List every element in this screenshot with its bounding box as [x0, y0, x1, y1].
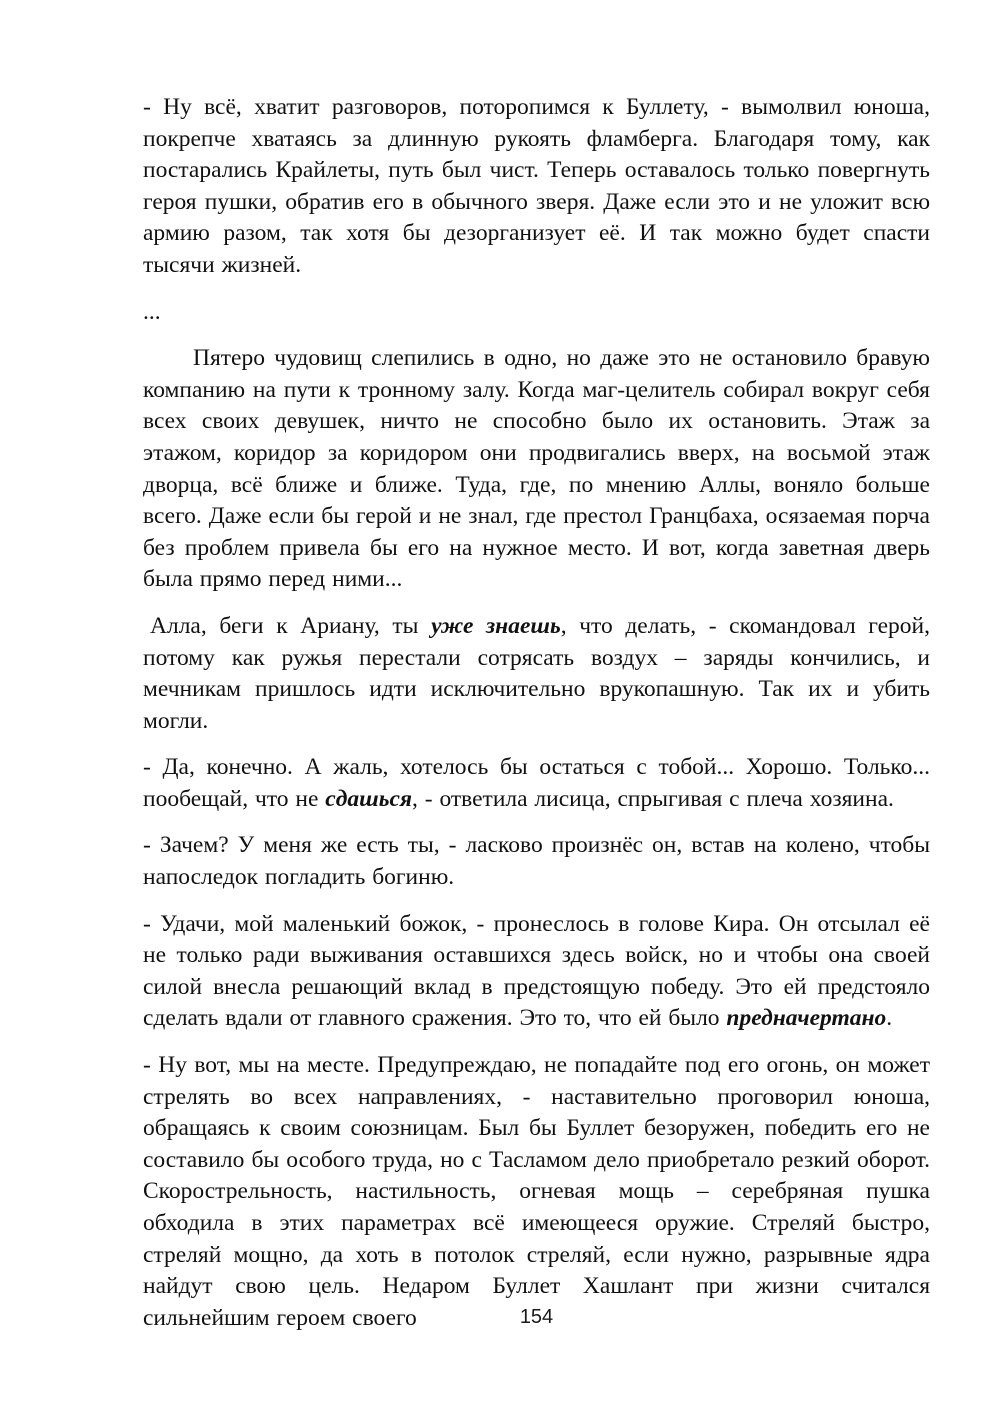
text-column [143, 92, 930, 1349]
paragraph-dialogue-udachi [143, 909, 930, 1035]
text-segment: . [886, 1005, 893, 1032]
text-segment: Алла, беги к Ариану, ты [150, 612, 432, 639]
paragraph-dialogue-alla [143, 611, 930, 737]
ellipsis-separator: ... [143, 298, 161, 325]
page-number: 154 [519, 1306, 554, 1328]
paragraph-dialogue-zachem: - Зачем? У меня же есть ты, - ласково произнёс он, встав на колено, чтобы напоследок погладить богиню. [143, 832, 930, 891]
text-segment: , - ответила лисица, спрыгивая с плеча хозяина. [412, 785, 894, 812]
paragraph-dialogue-bullet: - Ну всё, хватит разговоров, поторопимся к Буллету, - вымолвил юноша, покрепче хватаясь за длинную рукоять фламберга. Благодаря тому, как постарались Крайлеты, путь был чист. Теперь оставалось только повергнуть героя пушки, обратив его в обычного зверя. Даже если это и не уложит всю армию разом, так хотя бы дезорганизует её. И так можно будет спасти тысячи жизней. [143, 94, 930, 278]
paragraph-dialogue-warning: - Ну вот, мы на месте. Предупреждаю, не попадайте под его огонь, он может стрелять во всех направлениях, - наставительно проговорил юноша, обращаясь к своим союзницам. Был бы Буллет безоружен, победить его не составило бы особого труда, но с Тасламом дело приобретало резкий оборот. Скорострельность, настильность, огневая мощь – серебряная пушка обходила в этих параметрах всё имеющееся оружие. Стреляй быстро, стреляй мощно, да хоть в потолок стреляй, если нужно, разрывные ядра найдут свою цель. Недаром Буллет Хашлант при жизни считался сильнейшим героем своего [143, 1052, 930, 1331]
text-segment: - Удачи, мой маленький божок, - пронеслось в голове Кира. Он отсылал её не только ради выживания оставшихся здесь войск, но и чтобы она своей силой внесла решающий вклад в предстоящую победу. Это ей предстояло сделать вдали от главного сражения. Это то, что ей было [143, 910, 930, 1032]
text-segment: , что делать, - скомандовал герой, потому как ружья перестали сотрясать воздух – заряды кончились, и мечникам пришлось идти исключительно врукопашную. Так их и убить могли. [143, 612, 930, 734]
paragraph-narration-monsters: Пятеро чудовищ слепились в одно, но даже это не остановило бравую компанию на пути к тронному залу. Когда маг-целитель собирал вокруг себя всех своих девушек, ничто не способно было их остановить. Этаж за этажом, коридор за коридором они продвигались вверх, на восьмой этаж дворца, всё ближе и ближе. Туда, где, по мнению Аллы, воняло больше всего. Даже если бы герой и не знал, где престол Гранцбаха, осязаемая порча без проблем привела бы его на нужное место. И вот, когда заветная дверь была прямо перед ними... [143, 345, 930, 593]
text-segment: - Да, конечно. А жаль, хотелось бы остаться с тобой... Хорошо. Только... пообещай, что не [143, 754, 930, 812]
emphasis-uzhe-znaesh: уже знаешь [431, 612, 561, 639]
emphasis-sdashsya: сдашься [325, 785, 412, 812]
paragraph-dialogue-fox [143, 752, 930, 815]
emphasis-prednachertano: предначертано [726, 1005, 887, 1032]
